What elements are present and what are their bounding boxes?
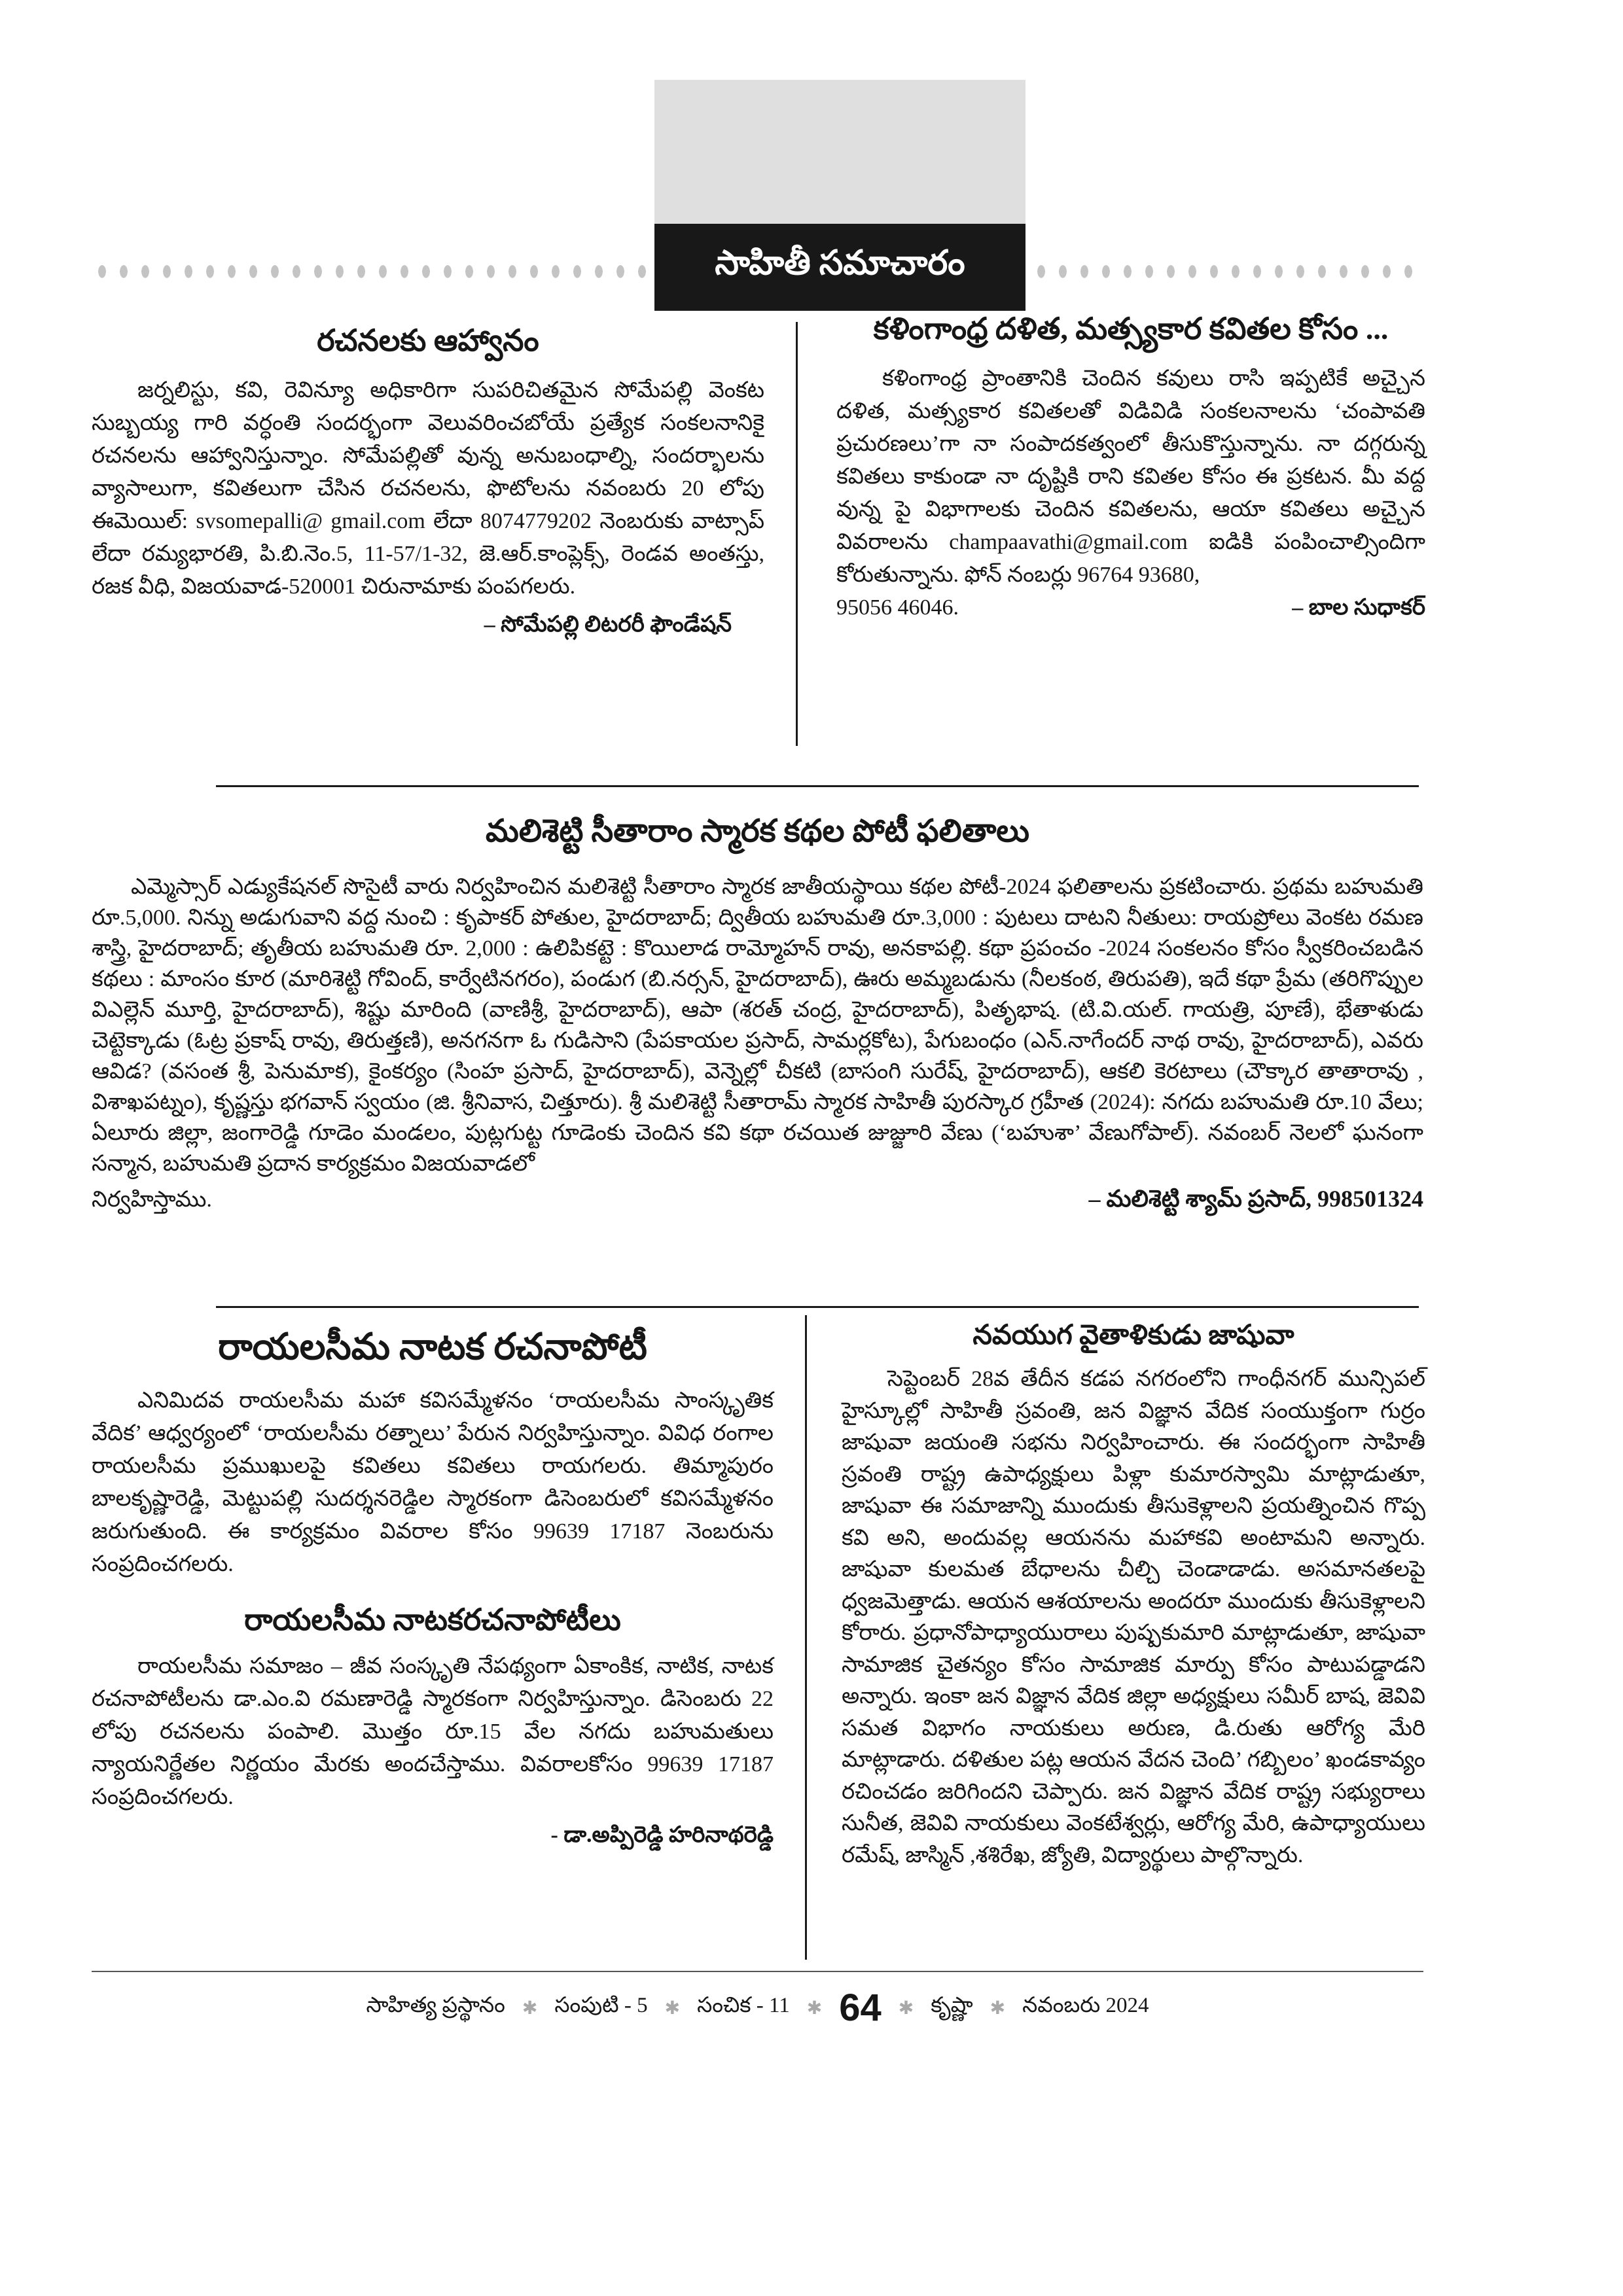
masthead-title: సాహితీ సమాచారం [715, 244, 965, 282]
article-invitation-heading: రచనలకు ఆహ్వానం [317, 324, 539, 357]
article-kalinga [836, 308, 1425, 624]
article-invitation-signature: – సోమేపల్లి లిటరరీ ఫౌండేషన్ [484, 612, 732, 637]
dotted-divider-left [92, 260, 649, 283]
horizontal-rule-bottom-section [216, 1306, 1419, 1308]
footer-magazine-name: సాహిత్య ప్రస్థానం [366, 1994, 505, 2017]
footer-separator-icon: ✱ [898, 1998, 914, 2019]
page-footer [92, 1986, 1423, 2030]
article-invitation [92, 319, 764, 643]
article-jashuva [842, 1316, 1425, 1871]
footer-separator-icon: ✱ [522, 1998, 538, 2019]
footer-edition: కృష్ణా [931, 1994, 973, 2017]
column-divider-top [796, 322, 798, 746]
horizontal-rule-results [216, 785, 1419, 787]
article-jashuva-heading: నవయుగ వైతాళికుడు జాషువా [972, 1320, 1294, 1351]
footer-page-number: 64 [839, 1987, 882, 2029]
article-kalinga-body: కళింగాంధ్ర ప్రాంతానికి చెందిన కవులు రాసి ఇప్పటికే అచ్చైన దళిత, మత్స్యకార కవితలతో విడివిడి సంకలనాలను ‘చంపావతి ప్రచురణలు’గా నా సంపాదకత్వంలో తీసుకొస్తున్నాను. నా దగ్గరున్న కవితలు కాకుండా నా దృష్టికి రాని కవితల కోసం ఈ ప్రకటన. మీ వద్ద వున్న పై విభాగాలకు చెందిన కవితలను, ఆయా కవితలు అచ్చైన వివరాలను champaavathi@gmail.com ఐడికి పంపించాల్సిందిగా కోరుతున్నాను. ఫోన్ నంబర్లు 96764 93680, [836, 366, 1425, 587]
article-rayalaseema-signature: - డా.అప్పిరెడ్డి హరినాథరెడ్డి [550, 1823, 774, 1847]
horizontal-rule-footer [92, 1971, 1423, 1972]
article-rayalaseema-heading: రాయలసీమ నాటక రచనాపోటీ [218, 1327, 647, 1368]
article-rayalaseema2-heading: రాయలసీమ నాటకరచనాపోటీలు [244, 1603, 621, 1636]
article-rayalaseema-body: ఎనిమిదవ రాయలసీమ మహా కవిసమ్మేళనం ‘రాయలసీమ సాంస్కృతిక వేదిక’ ఆధ్వర్యంలో ‘రాయలసీమ రత్నాలు’ పేరున నిర్వహిస్తున్నాం. వివిధ రంగాల రాయలసీమ ప్రముఖులపై కవితలు కవితలు రాయగలరు. తిమ్మాపురం బాలకృష్ణారెడ్డి, మెట్టుపల్లి సుదర్శనరెడ్డిల స్మారకంగా డిసెంబరులో కవిసమ్మేళనం జరుగుతుంది. ఈ కార్యక్రమం వివరాల కోసం 99639 17187 నెంబరును సంప్రదించగలరు. [92, 1388, 774, 1576]
article-rayalaseema [92, 1323, 774, 1853]
top-gray-block [654, 80, 1026, 224]
article-invitation-body: జర్నలిస్టు, కవి, రెవిన్యూ అధికారిగా సుపరిచితమైన సోమేపల్లి వెంకట సుబ్బయ్య గారి వర్ధంతి సందర్భంగా వెలువరించబోయే ప్రత్యేక సంకలనానికై రచనలను ఆహ్వానిస్తున్నాం. సోమేపల్లితో వున్న అనుబంధాల్ని, సందర్భాలను వ్యాసాలుగా, కవితలుగా చేసిన రచనలను, ఫొటోలను నవంబరు 20 లోపు ఈమెయిల్: svsomepalli@ gmail.com లేదా 8074779202 నెంబరుకు వాట్సాప్ లేదా రమ్యభారతి, పి.బి.నెం.5, 11-57/1-32, జె.ఆర్.కాంప్లెక్స్, రెండవ అంతస్తు, రజక వీధి, విజయవాడ-520001 చిరునామాకు పంపగలరు. [92, 378, 764, 599]
article-results-heading: మలిశెట్టి సీతారాం స్మారక కథల పోటీ ఫలితాలు [486, 814, 1029, 849]
footer-separator-icon: ✱ [990, 1998, 1006, 2019]
article-results-closing: నిర్వహిస్తాము. [92, 1188, 212, 1212]
article-kalinga-signature: – బాల సుధాకర్ [1292, 595, 1425, 620]
footer-separator-icon: ✱ [664, 1998, 681, 2019]
article-kalinga-lastline [836, 592, 1425, 624]
article-results-signature: – మలిశెట్టి శ్యామ్ ప్రసాద్, 998501324 [1088, 1186, 1423, 1212]
footer-issue: సంచిక - 11 [697, 1994, 790, 2017]
article-results-body: ఎమ్మెస్సార్ ఎడ్యుకేషనల్ సొసైటీ వారు నిర్వహించిన మలిశెట్టి సీతారాం స్మారక జాతీయస్థాయి కథల పోటీ-2024 ఫలితాలను ప్రకటించారు. ప్రథమ బహుమతి రూ.5,000. నిన్ను అడుగువాని వద్ద నుంచి : కృపాకర్ పోతుల, హైదరాబాద్; ద్వితీయ బహుమతి రూ.3,000 : పుటలు దాటని నీతులు: రాయప్రోలు వెంకట రమణ శాస్త్రి, హైదరాబాద్; తృతీయ బహుమతి రూ. 2,000 : ఉలిపికట్టె : కొయిలాడ రామ్మోహన్ రావు, అనకాపల్లి. కథా ప్రపంచం -2024 సంకలనం కోసం స్వీకరించబడిన కథలు : మాంసం కూర (మారిశెట్టి గోవింద్, కార్వేటినగరం), పండుగ (బి.నర్సన్, హైదరాబాద్), ఊరు అమ్మబడును (నీలకంఠ, తిరుపతి), ఇదే కథా ప్రేమ (తరిగొప్పుల విఎల్లెన్ మూర్తి, హైదరాబాద్), శిష్టు మారింది (వాణిశ్రీ, హైదరాబాద్), ఆపా (శరత్ చంద్ర, హైదరాబాద్), పితృభాష. (టి.వి.యల్. గాయత్రి, పూణే), భేతాళుడు చెట్టెక్కాడు (ఓట్ర ప్రకాష్ రావు, తిరుత్తణి), అనగనగా ఓ గుడిసాని (పేపకాయల ప్రసాద్, సామర్లకోట), పేగుబంధం (ఎన్.నాగేందర్ నాథ రావు, హైదరాబాద్), ఎవరు ఆవిడ? (వసంత శ్రీ, పెనుమాక), కైంకర్యం (సింహ ప్రసాద్, హైదరాబాద్), వెన్నెల్లో చీకటి (బాసంగి సురేష్, హైదరాబాద్), ఆకలి కెరటాలు (చౌక్కార తాతారావు , విశాఖపట్నం), కృష్ణస్తు భగవాన్ స్వయం (జి. శ్రీనివాస, చిత్తూరు). శ్రీ మలిశెట్టి సీతారామ్ స్మారక సాహితీ పురస్కార గ్రహీత (2024): నగదు బహుమతి రూ.10 వేలు; ఏలూరు జిల్లా, జంగారెడ్డి గూడెం మండలం, పుట్లగుట్ట గూడెంకు చెందిన కవి కథా రచయిత జుజ్జూరి వేణు (‘బహుశా’ వేణుగోపాల్). నవంబర్ నెలలో ఘనంగా సన్మాన, బహుమతి ప్రదాన కార్యక్రమం విజయవాడలో [92, 875, 1423, 1176]
article-kalinga-heading: కళింగాంధ్ర దళిత, మత్స్యకార కవితల కోసం ... [873, 312, 1389, 345]
dotted-divider-right [1031, 260, 1420, 283]
column-divider-bottom [805, 1315, 807, 1960]
footer-separator-icon: ✱ [806, 1998, 823, 2019]
footer-date: నవంబరు 2024 [1022, 1994, 1149, 2017]
section-masthead [654, 224, 1026, 311]
article-results-lastline [92, 1182, 1423, 1217]
article-jashuva-body: సెప్టెంబర్ 28వ తేదీన కడప నగరంలోని గాంధీనగర్ మున్సిపల్ హైస్కూల్లో సాహితీ స్రవంతి, జన విజ్ఞాన వేదిక సంయుక్తంగా గుర్రం జాషువా జయంతి సభను నిర్వహించారు. ఈ సందర్భంగా సాహితీ స్రవంతి రాష్ట్ర ఉపాధ్యక్షులు పిళ్లా కుమారస్వామి మాట్లాడుతూ, జాషువా ఈ సమాజాన్ని ముందుకు తీసుకెళ్లాలని ప్రయత్నించిన గొప్ప కవి అని, అందువల్ల ఆయనను మహాకవి అంటామని అన్నారు. జాషువా కులమత బేధాలను చీల్చి చెండాడాడు. అసమానతలపై ధ్వజమెత్తాడు. ఆయన ఆశయాలను అందరూ ముందుకు తీసుకెళ్లాలని కోరారు. ప్రధానోపాధ్యాయురాలు పుష్పకుమారి మాట్లాడుతూ, జాషువా సామాజిక చైతన్యం కోసం సామాజిక మార్పు కోసం పాటుపడ్డాడని అన్నారు. ఇంకా జన విజ్ఞాన వేదిక జిల్లా అధ్యక్షులు సమీర్ బాష, జెవివి సమత విభాగం నాయకులు అరుణ, డి.రుతు ఆరోగ్య మేరి మాట్లాడారు. దళితుల పట్ల ఆయన వేదన చెంది’ గబ్బిలం’ ఖండకావ్యం రచించడం జరిగిందని చెప్పారు. జన విజ్ఞాన వేదిక రాష్ట్ర సభ్యురాలు సునీత, జెవివి నాయకులు వెంకటేశ్వర్లు, ఆరోగ్య మేరి, ఉపాధ్యాయులు రమేష్, జాస్మిన్ ,శశిరేఖ, జ్యోతి, విద్యార్థులు పాల్గొన్నారు. [842, 1367, 1425, 1867]
article-results [92, 810, 1423, 1217]
article-kalinga-phone: 95056 46046. [836, 595, 959, 620]
footer-volume: సంపుటి - 5 [554, 1994, 648, 2017]
article-rayalaseema2-body: రాయలసీమ సమాజం – జీవ సంస్కృతి నేపథ్యంగా ఏకాంకిక, నాటిక, నాటక రచనాపోటీలను డా.ఎం.వి రమణారెడ్డి స్మారకంగా నిర్వహిస్తున్నాం. డిసెంబరు 22 లోపు రచనలను పంపాలి. మొత్తం రూ.15 వేల నగదు బహుమతులు న్యాయనిర్ణేతల నిర్ణయం మేరకు అందచేస్తాము. వివరాలకోసం 99639 17187 సంప్రదించగలరు. [92, 1654, 774, 1809]
